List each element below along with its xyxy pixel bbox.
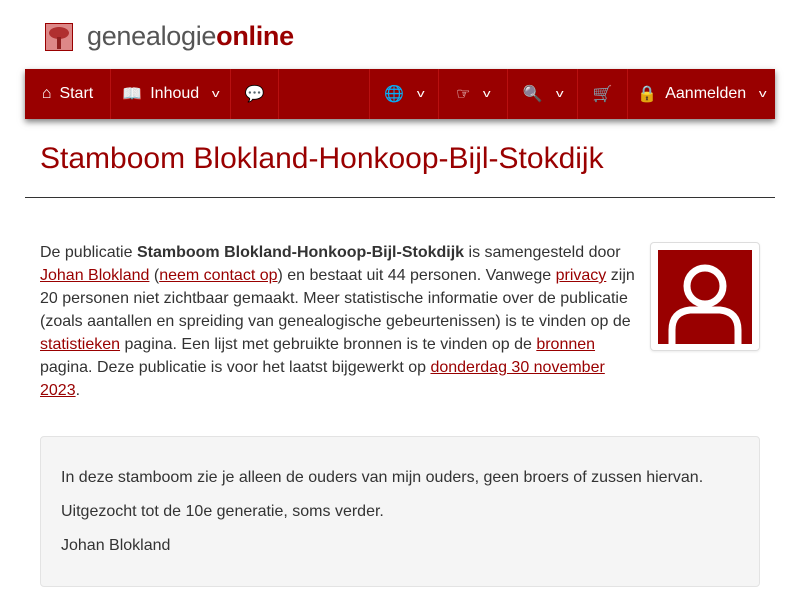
- author-link[interactable]: Johan Blokland: [40, 267, 150, 284]
- user-icon: [658, 250, 752, 344]
- home-icon: ⌂: [41, 85, 52, 102]
- tree-logo-icon: [45, 23, 73, 51]
- author-note: In deze stamboom zie je alleen de ouders van mijn ouders, geen broers of zussen hiervan. Uitgezocht tot de 10e generatie, soms verder. Johan Blokland: [40, 436, 760, 587]
- statistics-link[interactable]: statistieken: [40, 336, 121, 353]
- main-nav: [25, 69, 775, 119]
- site-logo[interactable]: [45, 21, 294, 52]
- contact-link[interactable]: neem contact op: [159, 267, 278, 284]
- search-icon: 🔍: [522, 86, 543, 103]
- divider: [25, 197, 775, 198]
- hand-pointer-icon: ☞: [456, 86, 471, 103]
- book-icon: 📖: [122, 86, 143, 103]
- chevron-down-icon: v: [555, 88, 564, 100]
- nav-chat[interactable]: [231, 69, 279, 119]
- comments-icon: 💬: [244, 86, 265, 103]
- nav-language[interactable]: [369, 69, 438, 119]
- avatar: [650, 242, 760, 351]
- nav-cart[interactable]: [577, 69, 627, 119]
- chevron-down-icon: v: [759, 88, 767, 100]
- chevron-down-icon: v: [212, 88, 220, 100]
- brand-name: genealogieonline: [87, 21, 294, 51]
- cart-icon: 🛒: [592, 86, 613, 103]
- privacy-link[interactable]: privacy: [555, 267, 607, 284]
- nav-search[interactable]: [507, 69, 577, 119]
- nav-start[interactable]: ⌂ Start: [25, 69, 111, 119]
- nav-inhoud[interactable]: 📖 Inhoud v: [111, 69, 231, 119]
- chevron-down-icon: v: [483, 88, 492, 100]
- nav-login[interactable]: 🔒 Aanmelden v: [627, 69, 775, 119]
- chevron-down-icon: v: [417, 88, 425, 100]
- sources-link[interactable]: bronnen: [536, 336, 596, 353]
- lock-icon: 🔒: [637, 86, 658, 103]
- translate-icon: 🌐: [384, 86, 405, 103]
- nav-pointer[interactable]: [438, 69, 507, 119]
- publication-intro: De publicatie Stamboom Blokland-Honkoop-Bijl-Stokdijk is samengesteld door Johan Blokland (neem contact op) en bestaat uit 44 personen. Vanwege privacy zijn 20 personen niet zichtbaar gemaakt. Meer statistische informatie over de publicatie (zoals aantallen en spreiding van genealogische gebeurtenissen) is te vinden op de statistieken pagina. Een lijst met gebruikte bronnen is te vinden op de bronnen pagina. Deze publicatie is voor het laatst bijgewerkt op donderdag 30 november 2023.: [40, 244, 635, 399]
- page-title: Stamboom Blokland-Honkoop-Bijl-Stokdijk: [40, 142, 604, 175]
- date-link[interactable]: donderdag 30 november 2023: [40, 359, 605, 399]
